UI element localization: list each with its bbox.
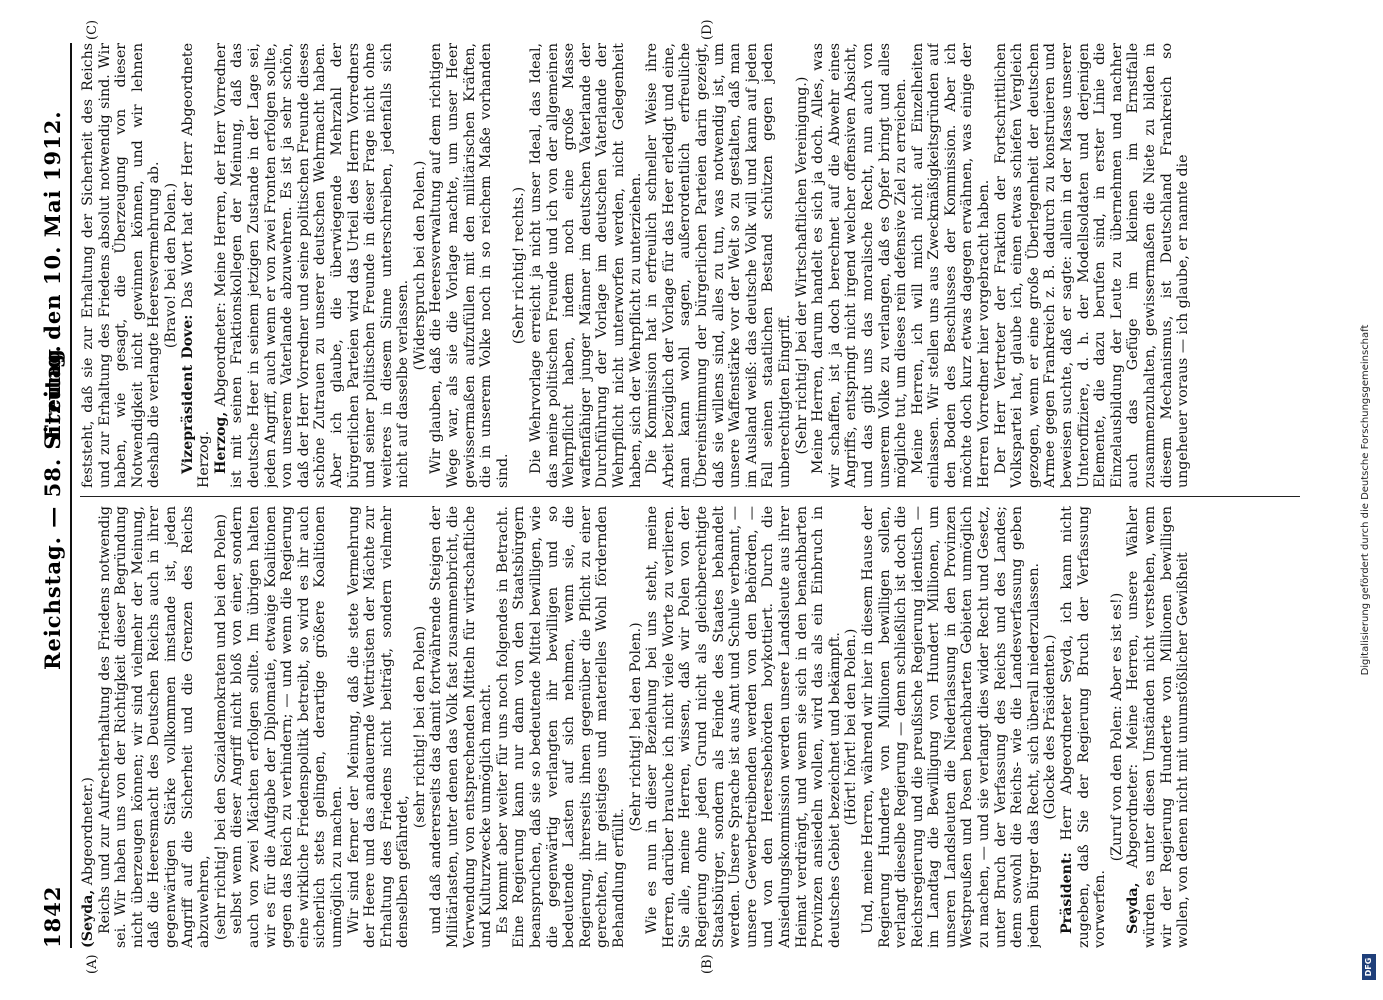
body-paragraph: Wir sind ferner der Meinung, daß die stete Vermehrung der Heere und das andauernde Wettrüsten der Mächte zur Erhaltung des Friedens nicht beiträgt, sondern vielmehr denselben gefährdet, [345,506,412,948]
body-paragraph: Und, meine Herren, während wir hier in diesem Hause der Regierung Hunderte von Millionen bewilligen sollen, verlangt dieselbe Regierung — denn schließlich ist doch die Reichsregierung und die preußische Regierung identisch — im Landtag die Bewilligung von Hundert Millionen, um unseren Landsleuten die Niederlassung in den Provinzen Westpreußen und Posen benachbarten Gebieten unmöglich zu machen, — und sie verlangt dies wider Recht und Gesetz, unter Bruch der Verfassung des Reichs und des Landes; denn sowohl die Reichs- wie die Landesverfassung geben jedem Bürger das Recht, sich überall niederzulassen. [859,506,1042,948]
margin-mark-a: (A) [85,954,100,974]
page-number: 1842 [40,885,65,948]
body-paragraph: Meine Herren, darum handelt es sich ja doch. Alles, was wir schaffen, ist ja doch berechnet auf die Abwehr eines Angriffs, entspringt nicht irgend welcher offensiven Absicht, und das gibt uns das moralische Recht, nun auch von unserem Volke zu verlangen, daß es Opfer bringt und alles mögliche tut, um dieses rein defensive Ziel zu erreichen. [810,43,910,488]
interjection: (Sehr richtig! bei den Polen.) [627,622,644,832]
speech-text: Abgeordneter: Meine Herren, unsere Wähler würden es unter diesen Umständen nicht verstehen, wenn wir der Regierung Hunderte von Millionen bewilligen wollen, von denen nicht mit unumstößlicher Gewißheit [1125,506,1192,948]
body-paragraph: und daß andererseits das damit fortwährende Steigen der Militärlasten, unter denen das Volk fast zusammenbricht, die Verwendung von entsprechenden Mitteln für wirtschaftliche und Kulturzwecke unmöglich macht. [428,506,495,948]
body-paragraph: Meine Herren, ich will mich nicht auf Einzelheiten einlassen. Wir stellen uns aus Zweckmäßigkeitsgründen auf den Boden des Beschlusses der Kommission. Aber ich möchte doch kurz etwas dagegen erwähnen, was einige der Herren Vorredner hier vorgebracht haben. [909,43,993,488]
speaker-paragraph [1059,506,1109,948]
margin-mark-d: (D) [700,19,715,40]
speaker-name: Präsident: [1059,852,1076,934]
right-column [80,43,1300,488]
body-paragraph: selbst wenn dieser Angriff nicht bloß von einer, sondern auch von zwei Mächten erfolgen sollte. Im übrigen halten wir es für die Aufgabe der Diplomatie, etwaige Koalitionen gegen das Reich zu verhindern; — und wenn die Regierung eine wirkliche Friedenspolitik betreibt, so wird es ihr auch sicherlich stets gelingen, derartige größere Koalitionen unmöglich zu machen. [229,506,345,948]
header-rule [70,43,72,948]
speaker-paragraph [213,43,412,488]
body-paragraph: Die Wehrvorlage erreicht ja nicht unser Ideal, das Ideal, das meine politischen Freunde und ich von der allgemeinen Wehrpflicht haben, indem noch eine große Masse waffenfähiger junger Männer im deutschen Vaterlande der Durchführung der Vorlage im deutschen Vaterlande der Wehrpflicht nicht unterworfen werden, nicht Gelegenheit haben, sich der Wehrpflicht zu unterziehen. [528,43,644,488]
speaker-paragraph [80,506,97,948]
interjection: (Bravo! bei den Polen.) [162,182,179,349]
interjection: (Sehr richtig! bei der Wirtschaftlichen Vereinigung.) [793,76,810,455]
running-header [40,0,80,1000]
body-paragraph: Wir glauben, daß die Heeresverwaltung auf dem richtigen Wege war, als sie die Vorlage machte, um unser Heer gewissermaßen aufzufüllen mit den militärischen Kräften, die in unserem Volke noch in so reichem Maße vorhanden sind. [428,43,511,488]
interjection: (Sehr richtig! rechts.) [511,186,528,345]
digitization-credit: Digitalisierung gefördert durch die Deutsche Forschungsgemeinschaft [1360,324,1371,676]
body-paragraph: feststeht, daß sie zur Erhaltung der Sicherheit des Reichs und zur Erhaltung des Friedens absolut notwendig sind. Wir haben, wie gesagt, die Überzeugung von dieser Notwendigkeit nicht gewinnen können, und wir lehnen deshalb die verlangte Heeresvermehrung ab. [80,43,163,488]
session-title: Reichstag. — 58. Sitzung. [40,344,65,670]
interjection: (sehr richtig! bei den Polen) [411,625,428,829]
speaker-paragraph [180,43,213,488]
body-paragraph: Es kommt aber weiter für uns noch folgendes in Betracht. Eine Regierung kann nur dann von den Staatsbürgern beanspruchen, daß sie so bedeutende Mittel bewilligen, wie die gegenwärtig verlangten ihr bewilligen und so bedeutende Lasten auf sich nehmen, wenn sie, die Regierung, ihrerseits ihnen gegenüber die Pflicht zu einer gerechten, ihr geistiges und materielles Wohl fördernden Behandlung erfüllt. [494,506,627,948]
dfg-logo: DFG [1362,954,1376,980]
speech-text: Abgeordneter.) [80,777,96,890]
margin-mark-b: (B) [700,954,715,974]
margin-mark-c: (C) [85,19,100,40]
body-paragraph: Die Kommission hat in erfreulich schneller Weise ihre Arbeit bezüglich der Vorlage für das Heer erledigt und eine, man kann wohl sagen, außerordentlich erfreuliche Übereinstimmung der bürgerlichen Parteien darin gezeigt, daß sie willens sind, alles zu tun, was notwendig ist, um unsere Waffenstärke vor der Welt so zu gestalten, daß man im Ausland weiß: das deutsche Volk will und kann auf jeden Fall seinen staatlichen Bestand schützen gegen jeden unberechtigten Eingriff. [644,43,793,488]
speaker-name: (Seyda, [80,889,96,948]
session-date: Freitag den 10. Mai 1912. [40,110,65,440]
interjection: (Glocke des Präsidenten.) [1042,634,1059,820]
interjection: (Zuruf von den Polen: Aber es ist es!) [1108,592,1125,862]
body-paragraph: Reichs und zur Aufrechterhaltung des Friedens notwendig sei. Wir haben uns von der Richtigkeit dieser Begründung nicht überzeugen können; wir sind vielmehr der Meinung, daß die Heeresmacht des Deutschen Reichs auch in ihrer gegenwärtigen Stärke vollkommen imstande ist, jeden Angriff auf die Sicherheit und die Grenzen des Reichs abzuwehren, [96,506,213,948]
speaker-name: Seyda, [1125,882,1142,934]
speech-text: Abgeordneter: Meine Herren, der Herr Vorredner ist mit seinen Fraktionskollegen der Meinung, daß das deutsche Heer in seinem jetzigen Zustande in der Lage sei, jeden Angriff, auch wenn er von zwei Fronten erfolgen sollte, von unserem Vaterlande abzuwehren. Es ist ja sehr schön, daß der Herr Vorredner und seine politischen Freunde dieses schöne Zutrauen zu unserer deutschen Wehrmacht haben. Aber ich glaube, die überwiegende Mehrzahl der bürgerlichen Parteien wird das Urteil des Herrn Vorredners und seiner politischen Freunde in dieser Frage nicht ohne weiteres in diesem Sinne unterschreiben, jedenfalls sich nicht auf dasselbe verlassen. [212,43,412,488]
column-divider [80,496,1300,497]
interjection: (Widerspruch bei den Polen.) [411,160,428,371]
speaker-name: Vizepräsident Dove: [179,314,196,474]
interjection: (sehr richtig! bei den Sozialdemokraten und bei den Polen) [212,513,229,941]
speaker-name: Herzog, [212,411,229,474]
body-paragraph: Wie es nun in dieser Beziehung bei uns steht, meine Herren, darüber brauche ich nicht viele Worte zu verlieren. Sie alle, meine Herren, wissen, daß wir Polen von der Regierung ohne jeden Grund nicht als gleichberechtigte Staatsbürger, sondern als Feinde des Staates behandelt werden. Unsere Sprache ist aus Amt und Schule verbannt, — unsere Gewerbetreibenden werden von den Behörden, — und von den Heeresbehörden boykottiert. Durch die Ansiedlungskommission werden unsere Landsleute aus ihrer Heimat verdrängt, und wenn sie sich in den benachbarten Provinzen ansiedeln wollen, wird das als ein Einbruch in deutsches Gebiet bezeichnet und bekämpft. [644,506,843,948]
speaker-paragraph [1125,506,1191,948]
speech-text: Das Wort hat der Herr Abgeordnete Herzog. [179,43,213,488]
interjection: (Hört! hört! bei den Polen.) [843,628,860,826]
speech-text: Herr Abgeordneter Seyda, ich kann nicht zugeben, daß Sie der Regierung Bruch der Verfassung vorwerfen. [1059,506,1109,948]
body-paragraph: Der Herr Vertreter der Fraktion der Fortschrittlichen Volkspartei hat, glaube ich, einen etwas schiefen Vergleich gezogen, wenn er eine große Überlegenheit der deutschen Armee gegen Frankreich z. B. dadurch zu konstruieren und beweisen suchte, daß er sagte: allein in der Masse unserer Unteroffiziere, d. h. der Modellsoldaten und derjenigen Elemente, die dazu berufen sind, in erster Linie die Einzelausbildung der Leute zu übernehmen und nachher auch das Gefüge im kleinen im Ernstfalle zusammenzuhalten, gewissermaßen die Niete zu bilden in diesem Mechanismus, ist Deutschland Frankreich so ungeheuer voraus — ich glaube, er nannte die [992,43,1192,488]
left-column [80,506,1300,948]
